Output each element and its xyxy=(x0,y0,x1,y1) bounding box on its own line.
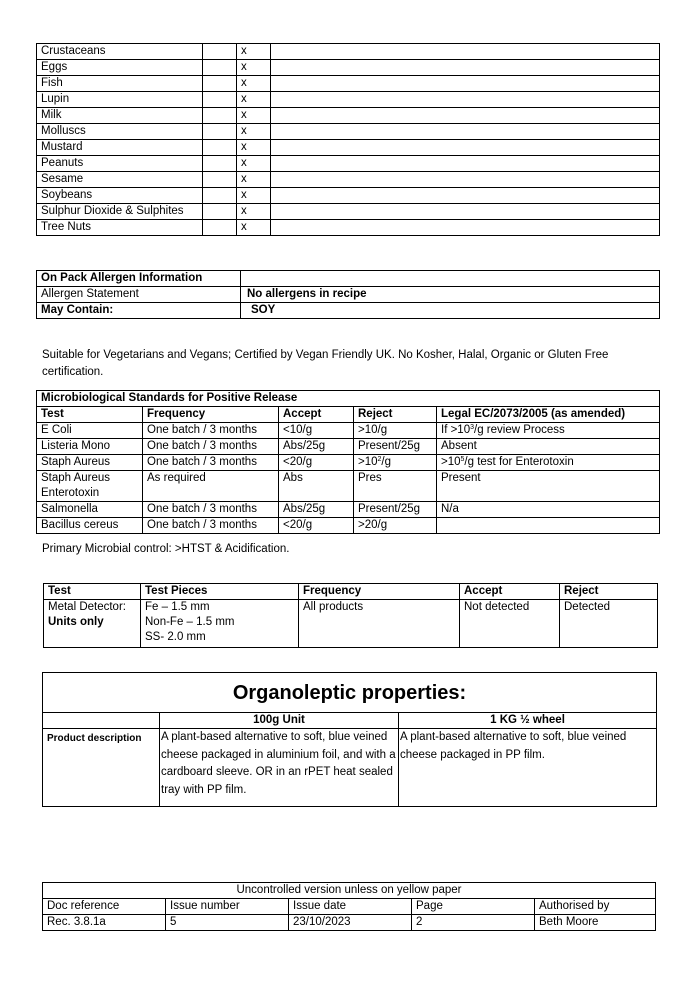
allergen-row xyxy=(37,92,660,108)
metal-reject: Detected xyxy=(560,600,658,648)
organoleptic-title-row xyxy=(43,673,657,713)
micro-header-cell: Reject xyxy=(354,407,437,423)
metal-header-row xyxy=(44,584,658,600)
allergen-mark: x xyxy=(237,156,271,172)
metal-frequency: All products xyxy=(299,600,460,648)
product-description-1kg: A plant-based alternative to soft, blue veined cheese packaged in PP film. xyxy=(399,729,657,807)
micro-legal xyxy=(437,518,660,534)
allergen-row xyxy=(37,124,660,140)
allergen-row xyxy=(37,204,660,220)
may-contain-value: SOY xyxy=(241,303,660,319)
micro-test: Listeria Mono xyxy=(37,439,143,455)
allergen-mark: x xyxy=(237,204,271,220)
organoleptic-table xyxy=(42,672,657,807)
micro-row xyxy=(37,502,660,518)
allergen-row xyxy=(37,108,660,124)
product-description-row xyxy=(43,729,657,807)
allergen-row xyxy=(37,220,660,236)
footer-value-cell: 2 xyxy=(412,915,535,931)
micro-reject: Present/25g xyxy=(354,439,437,455)
metal-header-cell: Test xyxy=(44,584,141,600)
metal-test-line2: Units only xyxy=(48,616,104,628)
organoleptic-title: Organoleptic properties: xyxy=(43,673,657,713)
footer-notice: Uncontrolled version unless on yellow paper xyxy=(43,883,656,899)
footer-header-row xyxy=(43,899,656,915)
micro-header-cell: Frequency xyxy=(143,407,279,423)
allergen-statement-value: No allergens in recipe xyxy=(241,287,660,303)
may-contain-label: May Contain: xyxy=(37,303,241,319)
metal-piece: Fe – 1.5 mm xyxy=(145,601,210,613)
micro-reject: Present/25g xyxy=(354,502,437,518)
allergen-name: Peanuts xyxy=(37,156,203,172)
micro-legal xyxy=(437,455,660,471)
footer-notice-row xyxy=(43,883,656,899)
metal-accept: Not detected xyxy=(460,600,560,648)
allergen-mark: x xyxy=(237,172,271,188)
metal-header-cell: Accept xyxy=(460,584,560,600)
micro-header-cell: Test xyxy=(37,407,143,423)
allergen-mark: x xyxy=(237,140,271,156)
allergen-name: Lupin xyxy=(37,92,203,108)
on-pack-header-row xyxy=(37,271,660,287)
footer-table xyxy=(42,882,656,931)
allergen-name: Molluscs xyxy=(37,124,203,140)
allergen-name: Soybeans xyxy=(37,188,203,204)
allergen-name: Mustard xyxy=(37,140,203,156)
micro-footnote: Primary Microbial control: >HTST & Acidification. xyxy=(42,543,290,555)
micro-row xyxy=(37,423,660,439)
micro-reject: >10/g xyxy=(354,423,437,439)
micro-title: Microbiological Standards for Positive Release xyxy=(37,391,660,407)
micro-test: Bacillus cereus xyxy=(37,518,143,534)
micro-frequency: One batch / 3 months xyxy=(143,439,279,455)
allergen-statement-row xyxy=(37,287,660,303)
micro-accept: Abs xyxy=(279,471,354,502)
allergen-name: Sesame xyxy=(37,172,203,188)
footer-value-row xyxy=(43,915,656,931)
on-pack-header: On Pack Allergen Information xyxy=(37,271,241,287)
value-text: If >10 xyxy=(441,424,471,436)
organoleptic-header-row xyxy=(43,713,657,729)
allergen-row xyxy=(37,140,660,156)
micro-test: Staph Aureus Enterotoxin xyxy=(37,471,143,502)
micro-test: Salmonella xyxy=(37,502,143,518)
micro-reject xyxy=(354,455,437,471)
allergen-mark: x xyxy=(237,188,271,204)
value-text: >10 xyxy=(358,456,378,468)
footer-header-cell: Issue number xyxy=(166,899,289,915)
metal-header-cell: Reject xyxy=(560,584,658,600)
allergen-name: Sulphur Dioxide & Sulphites xyxy=(37,204,203,220)
organoleptic-col-100g: 100g Unit xyxy=(160,713,399,729)
micro-legal xyxy=(437,423,660,439)
micro-frequency: As required xyxy=(143,471,279,502)
micro-frequency: One batch / 3 months xyxy=(143,423,279,439)
allergen-name: Tree Nuts xyxy=(37,220,203,236)
micro-legal: N/a xyxy=(437,502,660,518)
metal-test-cell xyxy=(44,600,141,648)
value-text: /g test for Enterotoxin xyxy=(464,456,574,468)
superscript: 2 xyxy=(377,456,382,463)
superscript: 5 xyxy=(460,456,465,463)
micro-legal: Absent xyxy=(437,439,660,455)
micro-test: E Coli xyxy=(37,423,143,439)
allergen-mark: x xyxy=(237,60,271,76)
organoleptic-col-1kg: 1 KG ½ wheel xyxy=(399,713,657,729)
footer-header-cell: Page xyxy=(412,899,535,915)
allergen-row xyxy=(37,188,660,204)
micro-reject: >20/g xyxy=(354,518,437,534)
allergen-name: Crustaceans xyxy=(37,44,203,60)
allergen-statement-label: Allergen Statement xyxy=(37,287,241,303)
footer-header-cell: Issue date xyxy=(289,899,412,915)
allergen-mark: x xyxy=(237,76,271,92)
micro-row xyxy=(37,471,660,502)
micro-accept: <10/g xyxy=(279,423,354,439)
allergen-mark: x xyxy=(237,44,271,60)
allergen-name: Fish xyxy=(37,76,203,92)
footer-value-cell: Beth Moore xyxy=(535,915,656,931)
metal-row xyxy=(44,600,658,648)
micro-row xyxy=(37,455,660,471)
value-text: >10 xyxy=(441,456,461,468)
allergen-row xyxy=(37,60,660,76)
suitability-text: Suitable for Vegetarians and Vegans; Certified by Vegan Friendly UK. No Kosher, Halal, Organic or Gluten Free certification. xyxy=(42,349,609,378)
product-description-100g: A plant-based alternative to soft, blue veined cheese packaged in aluminium foil, and with a cardboard sleeve. OR in an rPET heat sealed tray with PP film. xyxy=(160,729,399,807)
footer-header-cell: Doc reference xyxy=(43,899,166,915)
micro-accept: <20/g xyxy=(279,455,354,471)
may-contain-row xyxy=(37,303,660,319)
metal-piece: SS- 2.0 mm xyxy=(145,631,206,643)
micro-title-row xyxy=(37,391,660,407)
allergen-name: Milk xyxy=(37,108,203,124)
superscript: 3 xyxy=(470,424,474,431)
allergen-mark: x xyxy=(237,108,271,124)
product-description-label: Product description xyxy=(43,729,160,807)
allergen-table xyxy=(36,43,660,236)
micro-accept: Abs/25g xyxy=(279,502,354,518)
micro-accept: Abs/25g xyxy=(279,439,354,455)
micro-frequency: One batch / 3 months xyxy=(143,455,279,471)
metal-test-line1: Metal Detector: xyxy=(48,601,126,613)
micro-accept: <20/g xyxy=(279,518,354,534)
micro-test: Staph Aureus xyxy=(37,455,143,471)
allergen-row xyxy=(37,76,660,92)
metal-pieces-cell xyxy=(141,600,299,648)
micro-standards-table xyxy=(36,390,660,534)
micro-header-cell: Legal EC/2073/2005 (as amended) xyxy=(437,407,660,423)
micro-legal: Present xyxy=(437,471,660,502)
footer-header-cell: Authorised by xyxy=(535,899,656,915)
metal-header-cell: Frequency xyxy=(299,584,460,600)
footer-value-cell: Rec. 3.8.1a xyxy=(43,915,166,931)
metal-piece: Non-Fe – 1.5 mm xyxy=(145,616,235,628)
value-text: /g xyxy=(381,456,392,468)
footer-value-cell: 23/10/2023 xyxy=(289,915,412,931)
metal-detector-table xyxy=(43,583,658,648)
allergen-row xyxy=(37,172,660,188)
allergen-row xyxy=(37,156,660,172)
micro-reject: Pres xyxy=(354,471,437,502)
allergen-mark: x xyxy=(237,92,271,108)
metal-header-cell: Test Pieces xyxy=(141,584,299,600)
micro-header-cell: Accept xyxy=(279,407,354,423)
allergen-name: Eggs xyxy=(37,60,203,76)
micro-row xyxy=(37,518,660,534)
footer-value-cell: 5 xyxy=(166,915,289,931)
micro-frequency: One batch / 3 months xyxy=(143,502,279,518)
value-text: /g review Process xyxy=(474,424,565,436)
on-pack-allergen-table xyxy=(36,270,660,319)
allergen-mark: x xyxy=(237,124,271,140)
micro-row xyxy=(37,439,660,455)
micro-frequency: One batch / 3 months xyxy=(143,518,279,534)
allergen-mark: x xyxy=(237,220,271,236)
allergen-row xyxy=(37,44,660,60)
micro-header-row xyxy=(37,407,660,423)
